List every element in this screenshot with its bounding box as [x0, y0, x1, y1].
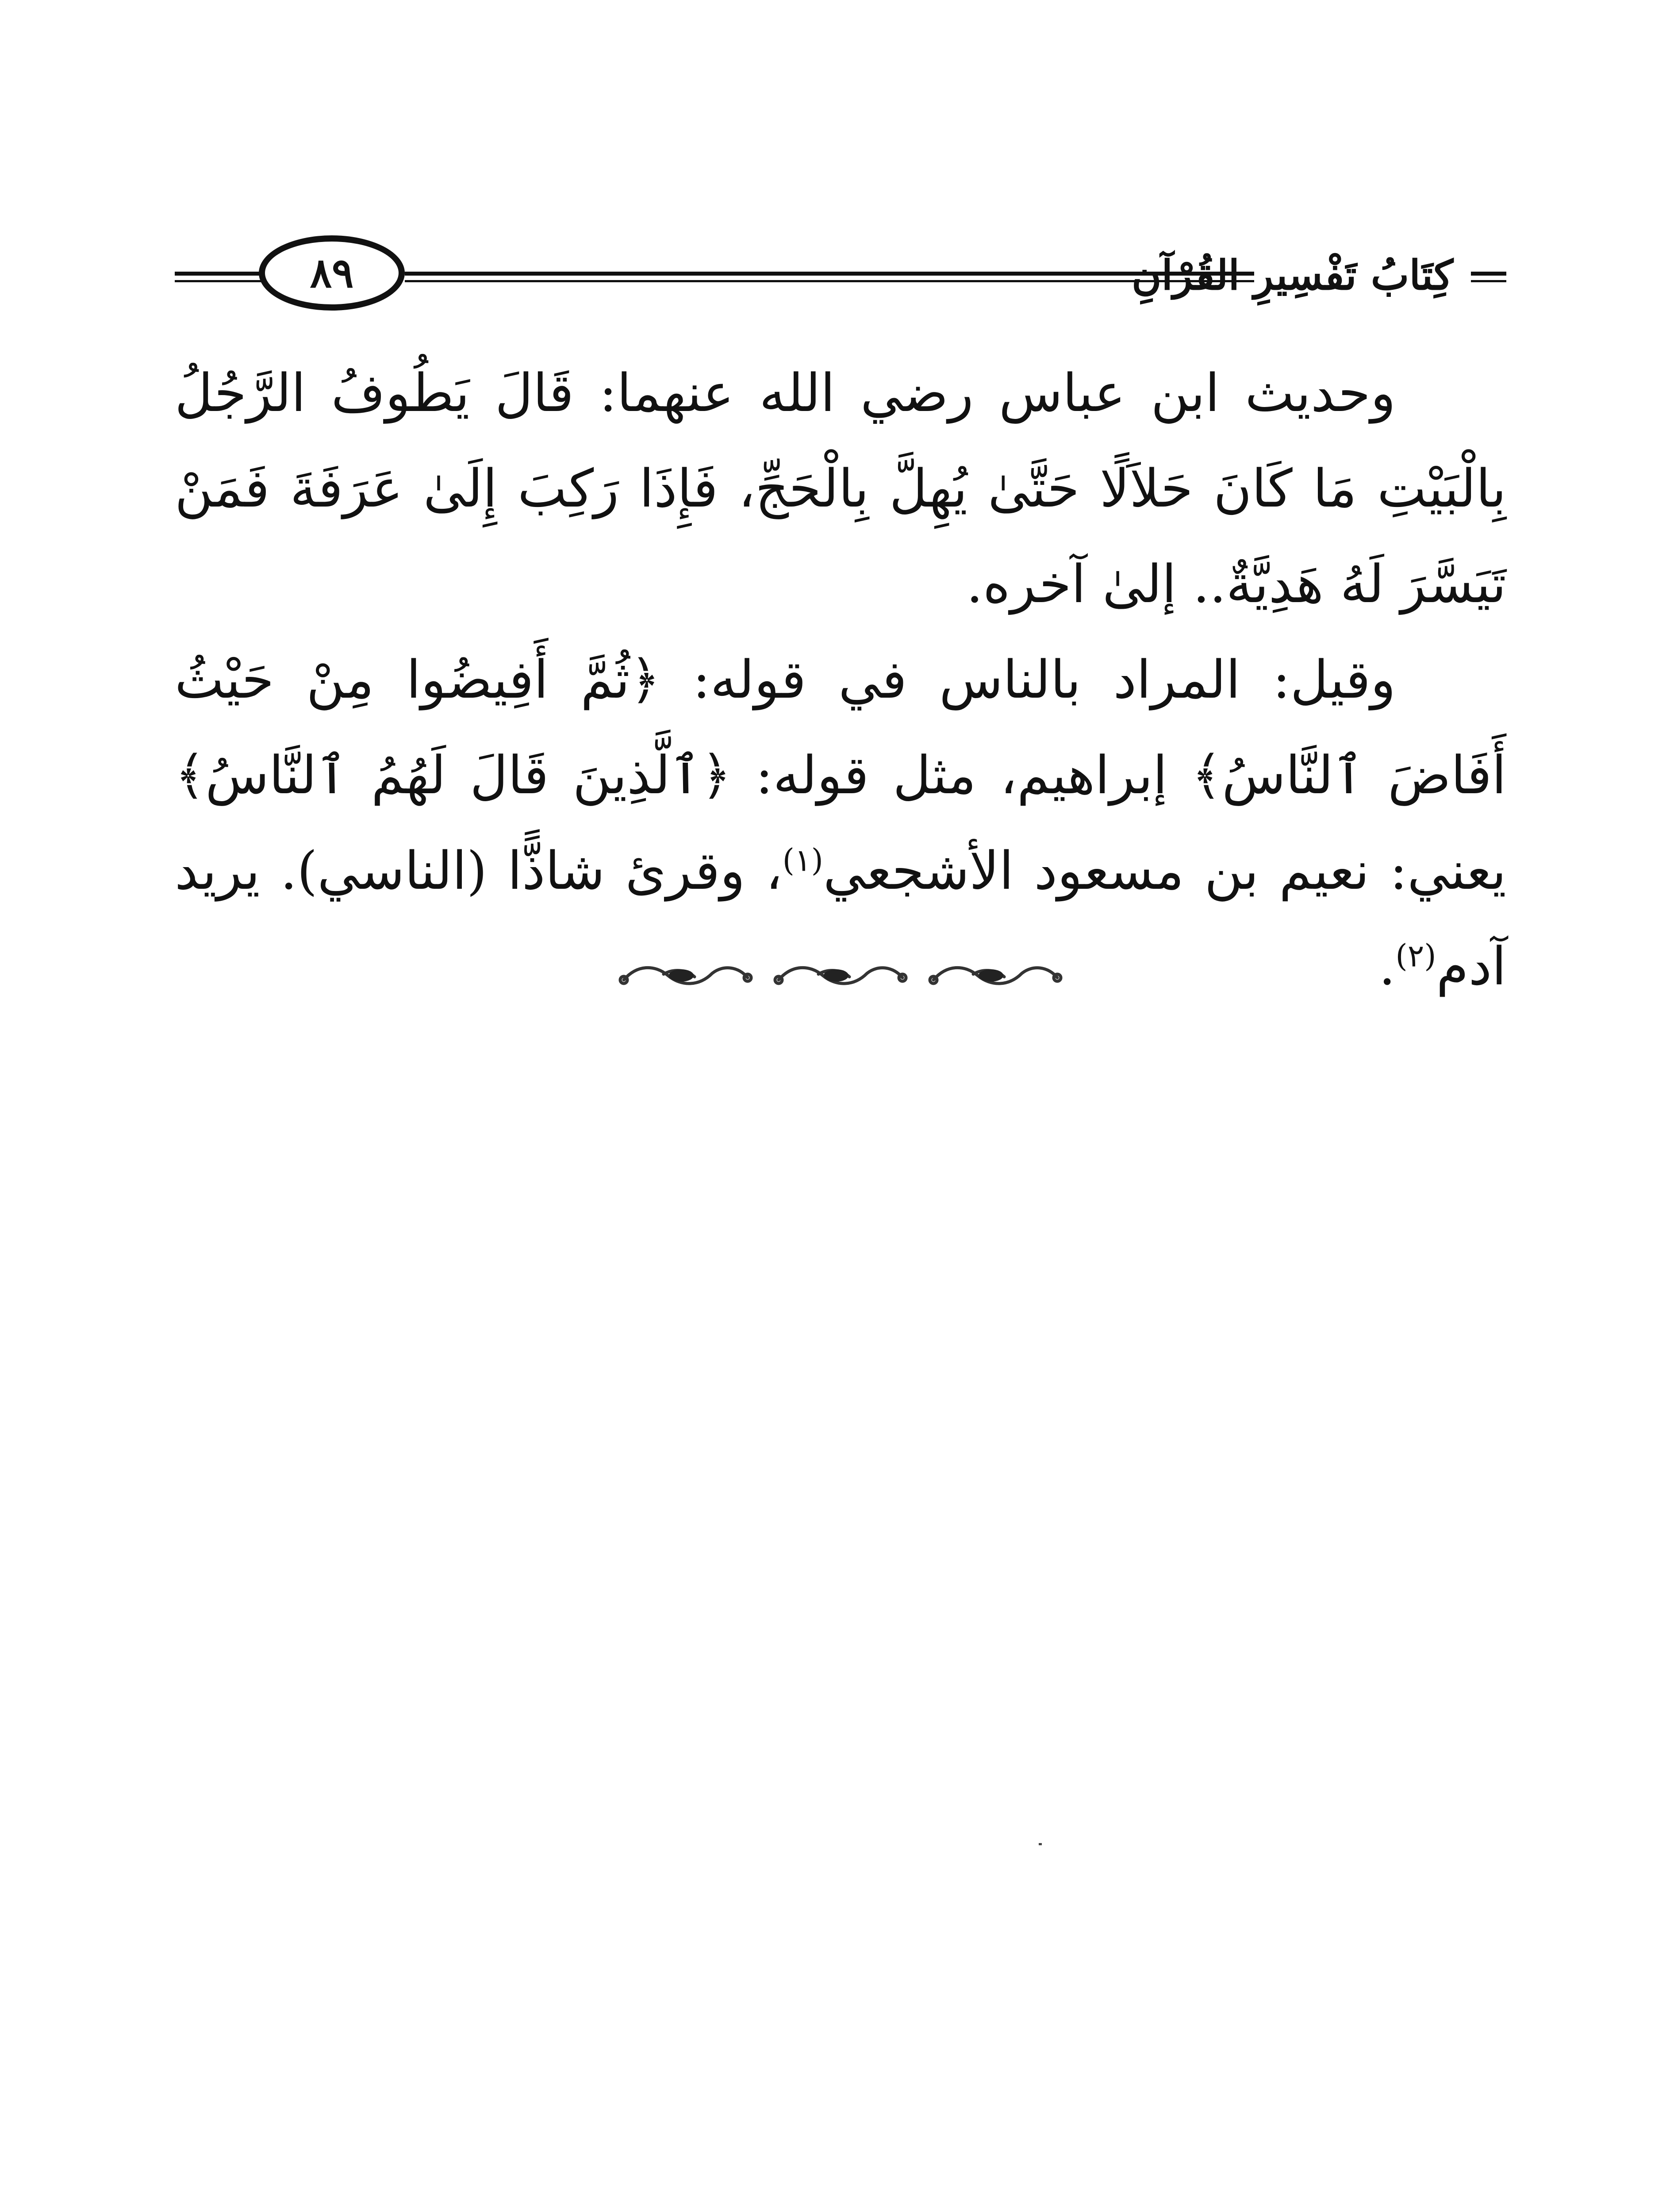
- page-number-badge: [259, 235, 405, 311]
- scan-speck: [1039, 1843, 1042, 1845]
- paragraph-hadith-text: وحديث ابن عباس رضي الله عنهما: قَالَ يَطُوفُ الرَّجُلُ بِالْبَيْتِ مَا كَانَ حَلاَلًا حَتَّىٰ يُهِلَّ بِالْحَجِّ، فَإِذَا رَكِبَ إِلَىٰ عَرَفَةَ فَمَنْ تَيَسَّرَ لَهُ هَدِيَّةٌ.. إلىٰ آخره.: [175, 362, 1506, 614]
- footnote-reference-2: (٢): [1395, 937, 1436, 974]
- ornamental-separator-icon: [615, 956, 1066, 995]
- book-title: كِتَابُ تَفْسِيرِ القُرْآنِ: [1131, 251, 1453, 299]
- header-rule-left: [175, 272, 268, 282]
- footnote-reference-1: (١): [782, 842, 823, 879]
- paragraph-hadith: [175, 345, 1506, 632]
- header-rule-right: [1471, 272, 1506, 282]
- page-number: ٨٩: [310, 249, 354, 297]
- paragraph-interpretation-text-3: .: [1378, 936, 1396, 997]
- running-header: [175, 230, 1506, 319]
- paragraph-interpretation-text-1: وقيل: المراد بالناس في قوله: ﴿ثُمَّ أَفِيضُوا مِنْ حَيْثُ أَفَاضَ ٱلنَّاسُ﴾ إبراهيم، مثل قوله: ﴿ٱلَّذِينَ قَالَ لَهُمُ ٱلنَّاسُ﴾ يعني: نعيم بن مسعود الأشجعي: [175, 649, 1506, 901]
- header-rule-middle: [405, 272, 1254, 282]
- main-text: [175, 345, 1506, 1014]
- paragraph-interpretation-text-2: ، وقرئ شاذًّا (الناسي). يريد آدم: [175, 840, 1506, 997]
